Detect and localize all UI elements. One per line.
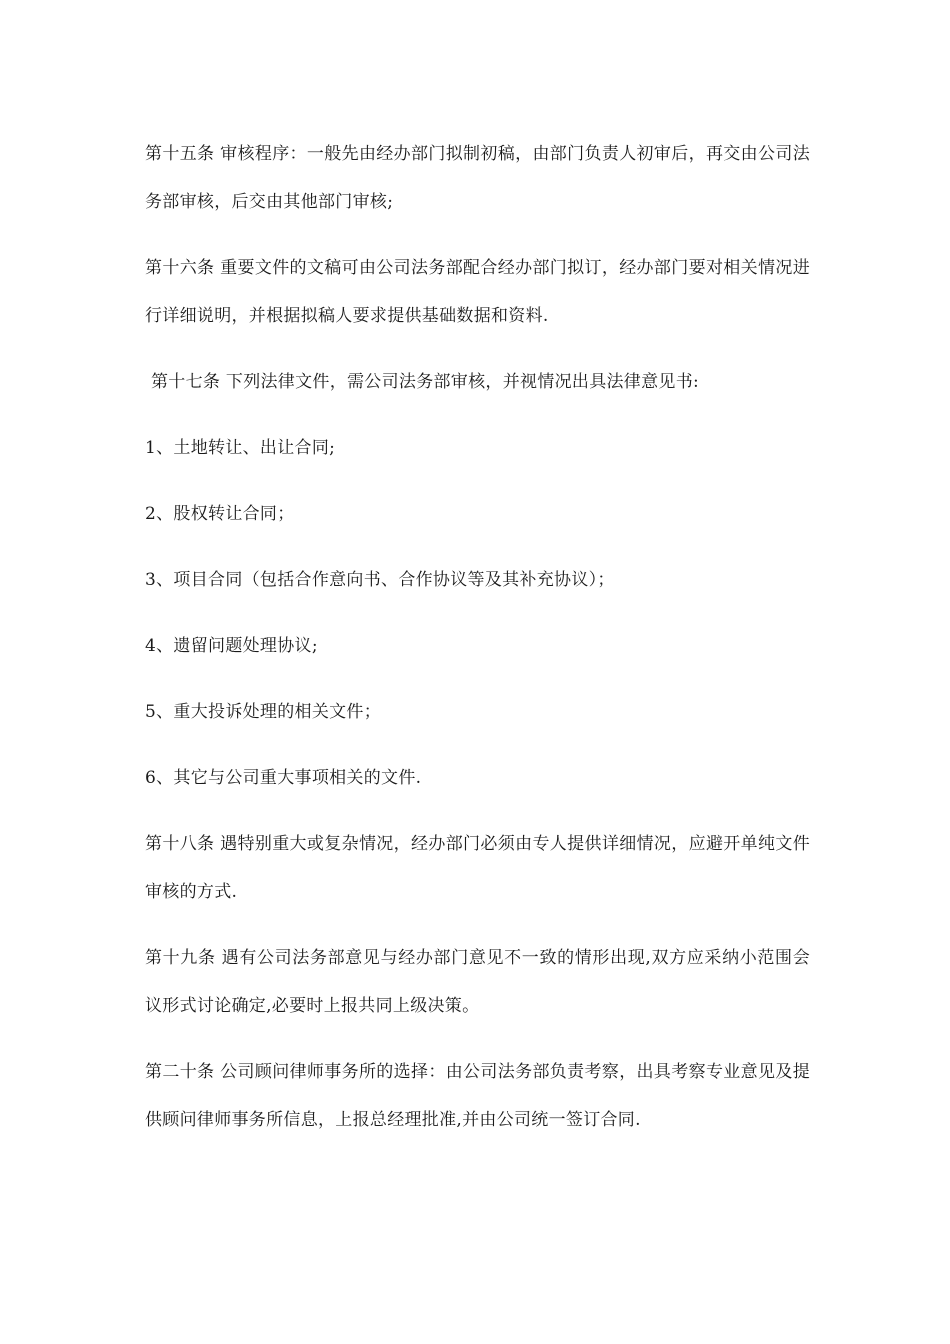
list-item-1: 1、土地转让、出让合同; (145, 438, 336, 458)
article-17: 第十七条 下列法律文件，需公司法务部审核，并视情况出具法律意见书: (151, 372, 700, 392)
article-18: 第十八条 遇特别重大或复杂情况，经办部门必须由专人提供详细情况，应避开单纯文件审核的方式. (145, 834, 810, 902)
list-item-3: 3、项目合同（包括合作意向书、合作协议等及其补充协议）； (145, 570, 615, 590)
list-item-5: 5、重大投诉处理的相关文件； (145, 702, 382, 722)
document-body (145, 130, 810, 1162)
list-item-4: 4、遗留问题处理协议; (145, 636, 318, 656)
article-15: 第十五条 审核程序：一般先由经办部门拟制初稿，由部门负责人初审后，再交由公司法务部审核，后交由其他部门审核; (145, 144, 810, 212)
list-item-2: 2、股权转让合同； (145, 504, 295, 524)
article-16: 第十六条 重要文件的文稿可由公司法务部配合经办部门拟订，经办部门要对相关情况进行详细说明，并根据拟稿人要求提供基础数据和资料. (145, 258, 810, 326)
list-item-6: 6、其它与公司重大事项相关的文件. (145, 768, 422, 788)
article-20: 第二十条 公司顾问律师事务所的选择：由公司法务部负责考察，出具考察专业意见及提供顾问律师事务所信息，上报总经理批准,并由公司统一签订合同. (145, 1062, 810, 1130)
article-19: 第十九条 遇有公司法务部意见与经办部门意见不一致的情形出现,双方应采纳小范围会议形式讨论确定,必要时上报共同上级决策。 (145, 948, 810, 1016)
